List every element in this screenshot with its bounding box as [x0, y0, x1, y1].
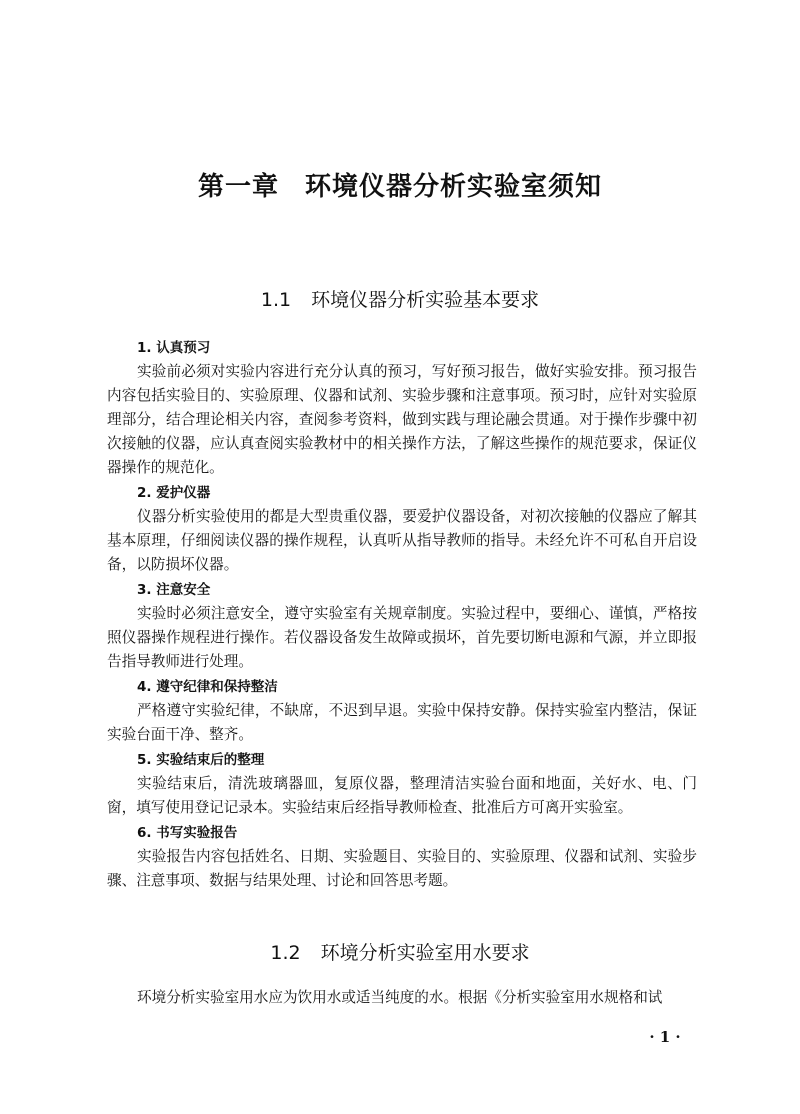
requirement-item [107, 675, 697, 747]
section-heading-1-2 [0, 938, 800, 965]
item-heading: 1. 认真预习 [137, 340, 211, 356]
section-intro-text: 环境分析实验室用水应为饮用水或适当纯度的水。根据《分析实验室用水规格和试 [137, 989, 663, 1006]
item-text: 实验报告内容包括姓名、日期、实验题目、实验目的、实验原理、仪器和试剂、实验步骤、注意事项、数据与结果处理、讨论和回答思考题。 [107, 848, 697, 889]
item-text: 实验前必须对实验内容进行充分认真的预习，写好预习报告，做好实验安排。预习报告内容包括实验目的、实验原理、仪器和试剂、实验步骤和注意事项。预习时，应针对实验原理部分，结合理论相关内容，查阅参考资料，做到实践与理论融会贯通。对于操作步骤中初次接触的仪器，应认真查阅实验教材中的相关操作方法，了解这些操作的规范要求，保证仪器操作的规范化。 [107, 363, 697, 476]
item-heading: 3. 注意安全 [137, 582, 211, 598]
requirement-item [107, 336, 697, 480]
item-text: 实验时必须注意安全，遵守实验室有关规章制度。实验过程中，要细心、谨慎，严格按照仪器操作规程进行操作。若仪器设备发生故障或损坏，首先要切断电源和气源，并立即报告指导教师进行处理。 [107, 605, 697, 670]
section-number: 1.1 [260, 289, 292, 311]
item-heading: 6. 书写实验报告 [137, 825, 238, 841]
item-heading: 2. 爱护仪器 [137, 485, 211, 501]
item-text: 仪器分析实验使用的都是大型贵重仪器，要爱护仪器设备，对初次接触的仪器应了解其基本原理，仔细阅读仪器的操作规程，认真听从指导教师的指导。未经允许不可私自开启设备，以防损坏仪器。 [107, 508, 697, 573]
requirement-item [107, 748, 697, 820]
chapter-name: 环境仪器分析实验室须知 [305, 172, 603, 202]
chapter-label: 第一章 [197, 172, 279, 202]
page-number: · 1 · [649, 1028, 681, 1046]
requirement-item [107, 578, 697, 674]
section-heading-1-1 [0, 285, 800, 312]
requirement-item [107, 821, 697, 893]
item-text: 严格遵守实验纪律，不缺席，不迟到早退。实验中保持安静。保持实验室内整洁，保证实验台面干净、整齐。 [107, 702, 697, 743]
item-heading: 4. 遵守纪律和保持整洁 [137, 679, 278, 695]
requirements-list [107, 336, 697, 894]
section-title: 环境仪器分析实验基本要求 [311, 289, 540, 311]
section-title: 环境分析实验室用水要求 [320, 942, 530, 964]
requirement-item [107, 481, 697, 577]
chapter-title [0, 166, 800, 203]
item-text: 实验结束后，清洗玻璃器皿，复原仪器，整理清洁实验台面和地面，关好水、电、门窗，填写使用登记记录本。实验结束后经指导教师检查、批准后方可离开实验室。 [107, 775, 697, 816]
section-number: 1.2 [270, 942, 301, 964]
item-heading: 5. 实验结束后的整理 [137, 752, 265, 768]
